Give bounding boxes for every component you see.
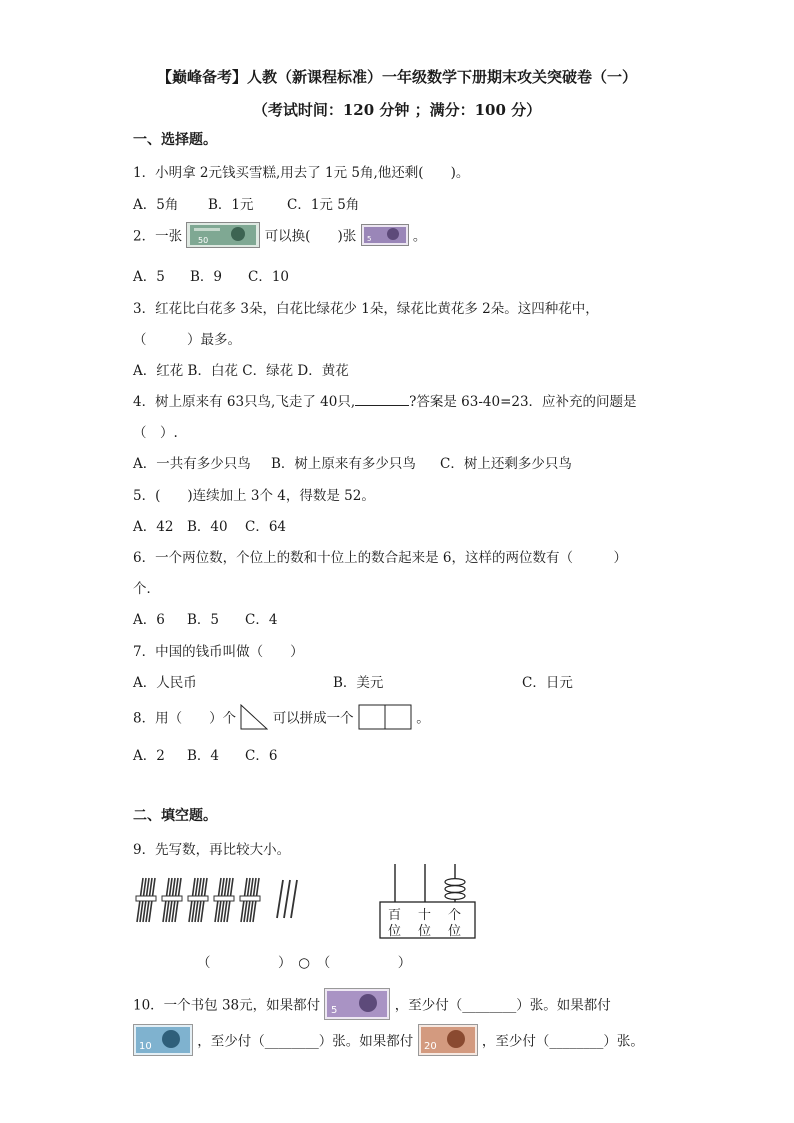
q2-text-1: 2．一张 bbox=[133, 228, 183, 245]
q4-option-a: A．一共有多少只鸟 bbox=[133, 456, 251, 472]
section-heading-choice: 一、选择题。 bbox=[133, 132, 217, 148]
q1-option-a: A．5角 bbox=[133, 197, 179, 213]
q1-option-b: B．1元 bbox=[208, 197, 254, 213]
banknote-10-image bbox=[133, 1024, 193, 1060]
rectangle-shape bbox=[358, 704, 412, 734]
q5-option-b: B．40 bbox=[187, 519, 228, 535]
q5-option-a: A．42 bbox=[133, 519, 174, 535]
abacus-bead bbox=[445, 886, 465, 893]
question-2 bbox=[133, 222, 426, 252]
q2-text-3: 。 bbox=[412, 228, 427, 245]
q2-text-2: 可以换( )张 bbox=[264, 228, 357, 245]
q10-text-1: 10．一个书包 38元，如果都付 bbox=[133, 997, 321, 1014]
q8-text-1: 8．用（ ）个 bbox=[133, 710, 237, 727]
question-9: 9．先写数，再比较大小。 bbox=[133, 842, 291, 858]
abacus-label-tens: 十 bbox=[418, 908, 432, 923]
abacus-bead bbox=[445, 879, 465, 886]
paper-title: 【巅峰备考】人教（新课程标准）一年级数学下册期末攻关突破卷（一） bbox=[156, 68, 637, 86]
q4-text-1: 4．树上原来有 63只鸟,飞走了 40只, bbox=[133, 394, 356, 410]
question-4-line2: （ ）. bbox=[133, 425, 178, 441]
q4-text-2: ?答案是 63-40=23．应补充的问题是 bbox=[409, 394, 637, 410]
abacus-label-place-2: 位 bbox=[418, 924, 432, 939]
q4-blank bbox=[355, 393, 409, 406]
q8-option-a: A．2 bbox=[133, 748, 165, 764]
question-3-line2: （ ）最多。 bbox=[133, 332, 241, 348]
abacus-bead bbox=[445, 893, 465, 900]
q8-option-b: B．4 bbox=[187, 748, 220, 764]
q10-text-3: ，至少付（________）张。如果都付 bbox=[197, 1033, 414, 1050]
abacus-figure bbox=[379, 862, 479, 944]
loose-stick bbox=[291, 880, 297, 918]
banknote-10-label: 10 bbox=[139, 1041, 152, 1052]
abacus-label-ones: 个 bbox=[448, 908, 462, 923]
stick-bundle bbox=[240, 878, 260, 922]
q2-option-b: B．9 bbox=[190, 269, 223, 285]
question-6-line2: 个． bbox=[133, 581, 160, 597]
q8-text-2: 可以拼成一个 bbox=[272, 710, 354, 727]
abacus-label-place-3: 位 bbox=[448, 924, 462, 939]
exam-info: （考试时间：120 分钟 ；满分：100 分） bbox=[252, 101, 542, 119]
stick-bundles-figure bbox=[133, 874, 308, 930]
banknote-5-label: 5 bbox=[331, 1005, 338, 1016]
q9-compare-line: （ ） ○ （ ） bbox=[197, 955, 412, 971]
banknote-5-value: 5 bbox=[366, 235, 371, 243]
q6-option-b: B．5 bbox=[187, 612, 220, 628]
question-5: 5．( )连续加上 3个 4，得数是 52。 bbox=[133, 488, 375, 504]
q7-option-a: A．人民币 bbox=[133, 675, 197, 691]
stick-bundle bbox=[214, 878, 234, 922]
q7-option-c: C．日元 bbox=[522, 675, 573, 691]
abacus-label-place-1: 位 bbox=[388, 924, 402, 939]
loose-stick bbox=[277, 880, 283, 918]
stick-bundle bbox=[188, 878, 208, 922]
question-6: 6．一个两位数，个位上的数和十位上的数合起来是 6，这样的两位数有（ ） bbox=[133, 550, 627, 566]
loose-stick bbox=[284, 880, 290, 918]
question-3: 3．红花比白花多 3朵，白花比绿花少 1朵，绿花比黄花多 2朵。这四种花中， bbox=[133, 301, 599, 317]
q1-option-c: C．1元 5角 bbox=[287, 197, 360, 213]
question-4 bbox=[133, 390, 637, 410]
q2-option-c: C．10 bbox=[248, 269, 290, 285]
q8-text-3: 。 bbox=[416, 710, 430, 727]
q7-option-b: B．美元 bbox=[333, 675, 384, 691]
banknote-5-image bbox=[361, 224, 409, 250]
banknote-20-label: 20 bbox=[423, 1041, 437, 1052]
question-7: 7．中国的钱币叫做（ ） bbox=[133, 644, 304, 660]
section-heading-fill: 二、填空题。 bbox=[133, 808, 217, 824]
q4-option-c: C．树上还剩多少只鸟 bbox=[440, 456, 572, 472]
question-1: 1．小明拿 2元钱买雪糕,用去了 1元 5角,他还剩( )。 bbox=[133, 165, 470, 181]
banknote-5-image-2 bbox=[324, 988, 390, 1024]
q3-options: A．红花 B．白花 C．绿花 D．黄花 bbox=[133, 363, 349, 379]
q4-option-b: B．树上原来有多少只鸟 bbox=[271, 456, 416, 472]
banknote-20-image bbox=[418, 1024, 478, 1060]
question-10-line2 bbox=[133, 1024, 644, 1060]
banknote-50-value: 50 bbox=[198, 236, 209, 245]
q10-text-4: ，至少付（________）张。 bbox=[481, 1033, 644, 1050]
q6-option-c: C．4 bbox=[245, 612, 278, 628]
q10-text-2: ，至少付（________）张。如果都付 bbox=[394, 997, 611, 1014]
question-10 bbox=[133, 988, 611, 1024]
q6-option-a: A．6 bbox=[133, 612, 165, 628]
triangle-shape bbox=[240, 704, 268, 734]
stick-bundle bbox=[162, 878, 182, 922]
q8-option-c: C．6 bbox=[245, 748, 278, 764]
q2-option-a: A．5 bbox=[133, 269, 165, 285]
question-8 bbox=[133, 704, 430, 734]
stick-bundle bbox=[136, 878, 156, 922]
banknote-50-image bbox=[186, 222, 260, 252]
abacus-label-hundreds: 百 bbox=[388, 908, 402, 923]
q5-option-c: C．64 bbox=[245, 519, 287, 535]
